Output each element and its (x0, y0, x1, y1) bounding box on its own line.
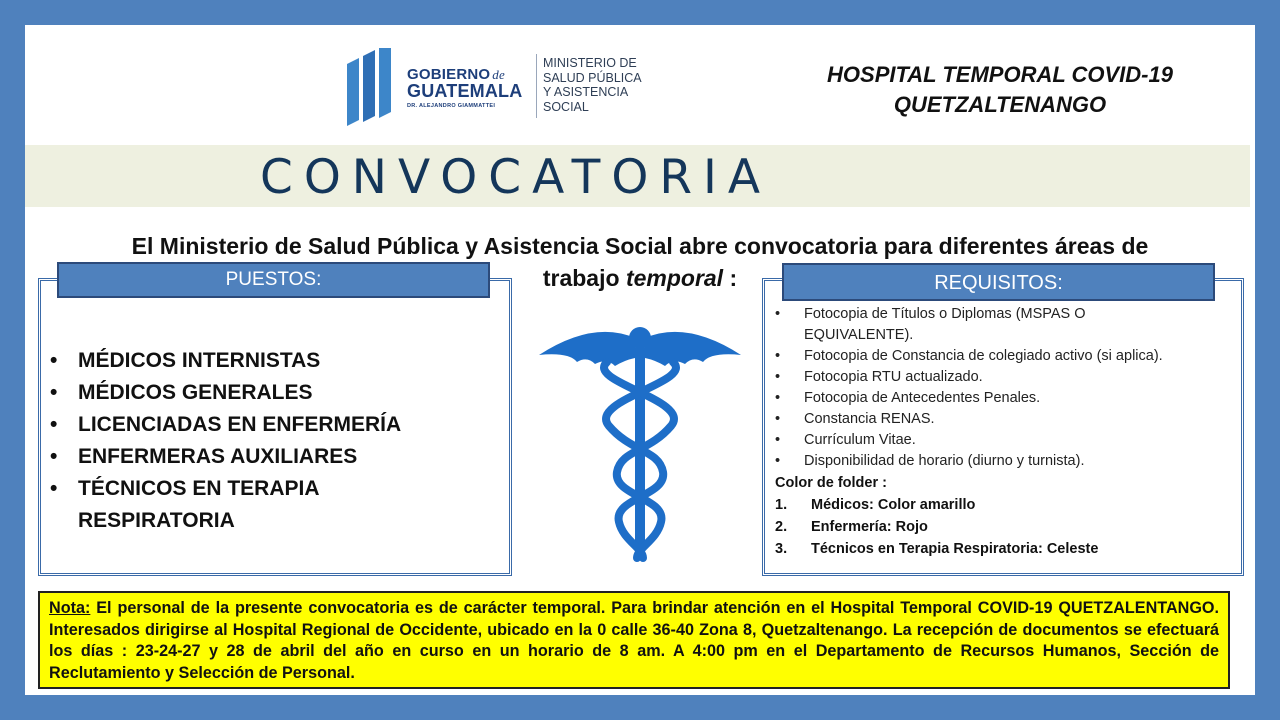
list-item (775, 409, 1245, 430)
bullet: • (50, 349, 58, 372)
gov-line2: GUATEMALA (407, 81, 523, 101)
list-item (775, 430, 1245, 451)
requirement-text: Disponibilidad de horario (diurno y turnista). (804, 453, 1085, 469)
list-item (50, 409, 500, 441)
list-item (775, 304, 1245, 346)
list-item (50, 473, 378, 537)
ministry-name (543, 56, 642, 114)
bullet: • (775, 453, 781, 469)
intro-line2-pre: trabajo (542, 265, 626, 291)
note-label: Nota: (49, 599, 91, 617)
list-item (775, 346, 1245, 367)
bullet: • (50, 477, 58, 500)
positions-list (50, 345, 500, 537)
gov-line3: DR. ALEJANDRO GIAMMATTEI (407, 103, 496, 109)
list-number: 3. (775, 541, 788, 557)
list-item (775, 494, 1245, 516)
intro-line1: El Ministerio de Salud Pública y Asistencia Social abre convocatoria para diferentes áreas de (131, 233, 1149, 259)
list-item (50, 441, 500, 473)
position-label: TÉCNICOS EN TERAPIA RESPIRATORIA (78, 477, 319, 532)
government-name (407, 66, 537, 109)
hospital-title-line2: QUETZALTENANGO (893, 92, 1107, 117)
hospital-title (770, 60, 1230, 120)
list-item (775, 516, 1245, 538)
bullet: • (775, 390, 781, 406)
folder-color-text: Médicos: Color amarillo (811, 497, 976, 513)
bullet: • (775, 432, 781, 448)
bullet: • (50, 413, 58, 436)
gov-line1: GOBIERNO (407, 66, 491, 83)
folder-color-text: Técnicos en Terapia Respiratoria: Celeste (811, 541, 1099, 557)
guatemala-logo-mark (345, 48, 395, 126)
requirement-text: Fotocopia de Títulos o Diplomas (MSPAS O EQUIVALENTE). (804, 306, 1086, 343)
list-item (50, 377, 500, 409)
list-item (775, 388, 1245, 409)
intro-line2-post: : (723, 265, 738, 291)
requirement-text: Fotocopia de Antecedentes Penales. (804, 390, 1041, 406)
bullet: • (775, 411, 781, 427)
note-box (38, 591, 1230, 689)
positions-header: PUESTOS: (57, 262, 490, 298)
bullet: • (775, 306, 781, 322)
requirements-header: REQUISITOS: (782, 263, 1215, 301)
intro-emphasis: temporal (625, 265, 724, 291)
bullet: • (50, 381, 58, 404)
ministry-line: Y ASISTENCIA (543, 85, 629, 99)
folder-color-title: Color de folder : (775, 475, 887, 491)
list-item (50, 345, 500, 377)
hospital-title-line1: HOSPITAL TEMPORAL COVID-19 (827, 62, 1173, 87)
position-label: LICENCIADAS EN ENFERMERÍA (78, 413, 402, 436)
position-label: MÉDICOS INTERNISTAS (78, 349, 321, 372)
government-logo (345, 48, 665, 126)
page-title: CONVOCATORIA (260, 150, 771, 205)
gov-line1-de: de (492, 67, 505, 82)
requirement-text: Fotocopia de Constancia de colegiado activo (si aplica). (804, 348, 1163, 364)
logo-divider (536, 54, 537, 118)
folder-color-text: Enfermería: Rojo (811, 519, 928, 535)
requirement-text: Fotocopia RTU actualizado. (804, 369, 983, 385)
requirement-text: Currículum Vitae. (804, 432, 916, 448)
list-item (775, 451, 1245, 472)
list-number: 1. (775, 497, 788, 513)
position-label: MÉDICOS GENERALES (78, 381, 313, 404)
caduceus-icon (525, 300, 755, 570)
requirements-list (775, 304, 1245, 560)
ministry-line: MINISTERIO DE (543, 56, 637, 70)
list-number: 2. (775, 519, 788, 535)
requirement-text: Constancia RENAS. (804, 411, 935, 427)
bullet: • (775, 348, 781, 364)
bullet: • (50, 445, 58, 468)
note-text: El personal de la presente convocatoria es de carácter temporal. Para brindar atención en el Hospital Temporal COVID-19 QUETZALENTANGO. Interesados dirigirse al Hospital Regional de Occidente, ubicado en la 0 calle 36-40 Zona 8, Quetzaltenango. La recepción de documentos se efectuará los días : 23-24-27 y 28 de abril del año en curso en un horario de 8 am. A 4:00 pm en el Departamento de Recursos Humanos, Sección de Reclutamiento y Selección de Personal. (49, 599, 1219, 682)
list-item (775, 538, 1245, 560)
bullet: • (775, 369, 781, 385)
ministry-line: SALUD PÚBLICA (543, 70, 642, 85)
position-label: ENFERMERAS AUXILIARES (78, 445, 358, 468)
ministry-line: SOCIAL (543, 99, 589, 114)
list-item (775, 367, 1245, 388)
